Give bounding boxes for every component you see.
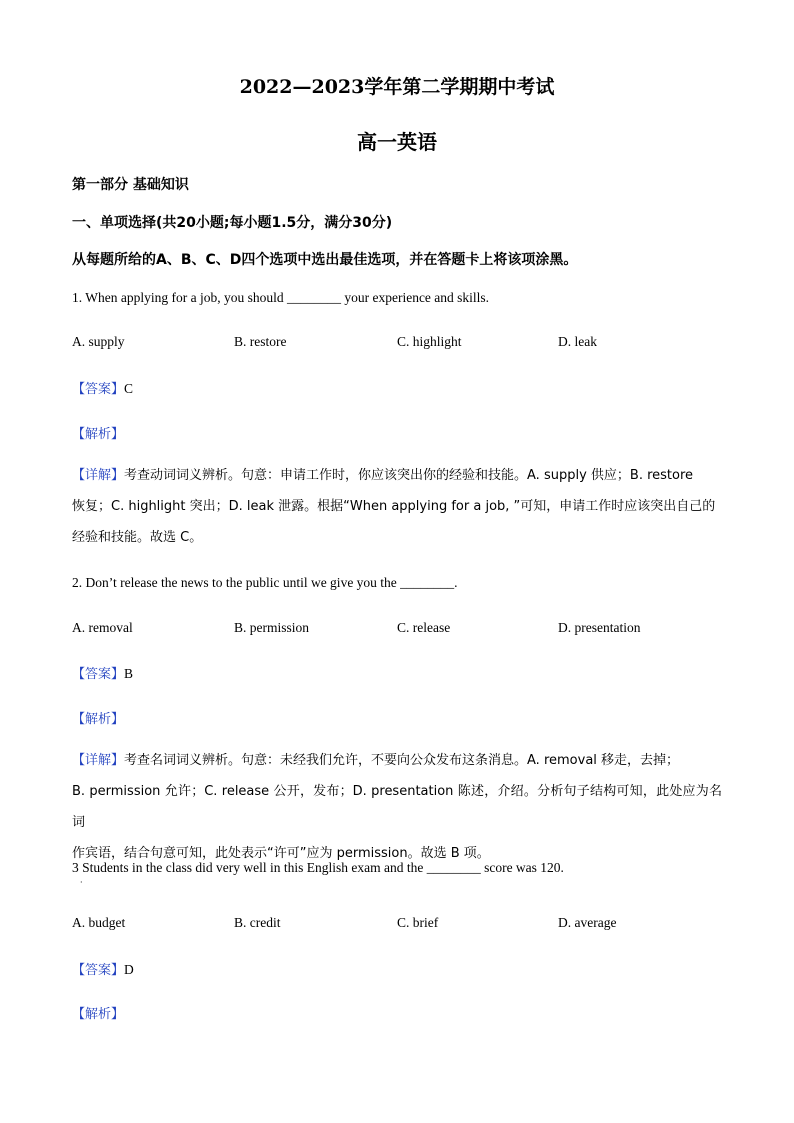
page-title: 2022—2023学年第二学期期中考试	[239, 76, 555, 98]
q1-detail-line-1: 【详解】考查动词词义辨析。句意：申请工作时，你应该突出你的经验和技能。A. supply 供应；B. restore	[72, 468, 694, 483]
q3-analysis	[72, 1003, 124, 1022]
detail-label: 【详解】	[72, 468, 125, 483]
q2-option-a: A. removal	[72, 620, 133, 635]
question-stem-3: 3 Students in the class did very well in this English exam and the ________ score was 120.	[72, 860, 564, 875]
q3-option-b: B. credit	[234, 915, 281, 930]
detail-label: 【详解】	[72, 753, 125, 768]
q2-detail-line-1: 【详解】考查名词词义辨析。句意：未经我们允许，不要向公众发布这条消息。A. removal 移走，去掉；	[72, 753, 680, 768]
q3-option-a: A. budget	[72, 915, 126, 930]
q2-analysis	[72, 708, 124, 727]
section-instruction: 从每题所给的A、B、C、D四个选项中选出最佳选项，并在答题卡上将该项涂黑。	[72, 252, 578, 268]
q2-option-c: C. release	[397, 620, 451, 635]
question-stem-1: 1. When applying for a job, you should ________ your experience and skills.	[72, 290, 490, 305]
q1-detail-line-2: 恢复；C. highlight 突出；D. leak 泄露。根据“When applying for a job, ”可知，申请工作时应该突出自己的	[72, 499, 716, 514]
q2-detail-line-3: 作宾语，结合句意可知，此处表示“许可”应为 permission。故选 B 项。	[72, 846, 490, 861]
analysis-label: 【解析】	[72, 1007, 125, 1022]
q2-detail-line-2: B. permission 允许；C. release 公开，发布；D. presentation 陈述，介绍。分析句子结构可知，此处应为名词	[72, 784, 722, 830]
section-heading: 一、单项选择(共20小题;每小题1.5分，满分30分)	[72, 215, 393, 231]
q2-answer-value: B	[124, 666, 134, 681]
q1-answer-value: C	[124, 381, 134, 396]
q1-detail	[72, 460, 722, 553]
q3-option-d: D. average	[558, 915, 617, 930]
q1-option-a: A. supply	[72, 334, 125, 349]
q2-option-d: D. presentation	[558, 620, 641, 635]
question-stem-2: 2. Don’t release the news to the public until we give you the ________.	[72, 575, 458, 590]
analysis-label: 【解析】	[72, 427, 125, 442]
q1-option-c: C. highlight	[397, 334, 462, 349]
q3-answer	[72, 959, 134, 978]
q1-analysis	[72, 423, 124, 442]
q2-answer	[72, 663, 133, 682]
page-subtitle: 高一英语	[357, 130, 437, 154]
part-heading: 第一部分 基础知识	[72, 177, 189, 193]
answer-label: 【答案】	[72, 963, 125, 978]
q3-answer-value: D	[124, 962, 134, 977]
q3-option-c: C. brief	[397, 915, 439, 930]
q1-detail-line-3: 经验和技能。故选 C。	[72, 530, 203, 545]
q1-option-b: B. restore	[234, 334, 287, 349]
q1-answer	[72, 378, 133, 397]
answer-label: 【答案】	[72, 667, 125, 682]
stem-dot-mark: ·	[80, 878, 83, 887]
q2-option-b: B. permission	[234, 620, 310, 635]
analysis-label: 【解析】	[72, 712, 125, 727]
q1-option-d: D. leak	[558, 334, 597, 349]
q2-detail	[72, 745, 722, 869]
answer-label: 【答案】	[72, 382, 125, 397]
